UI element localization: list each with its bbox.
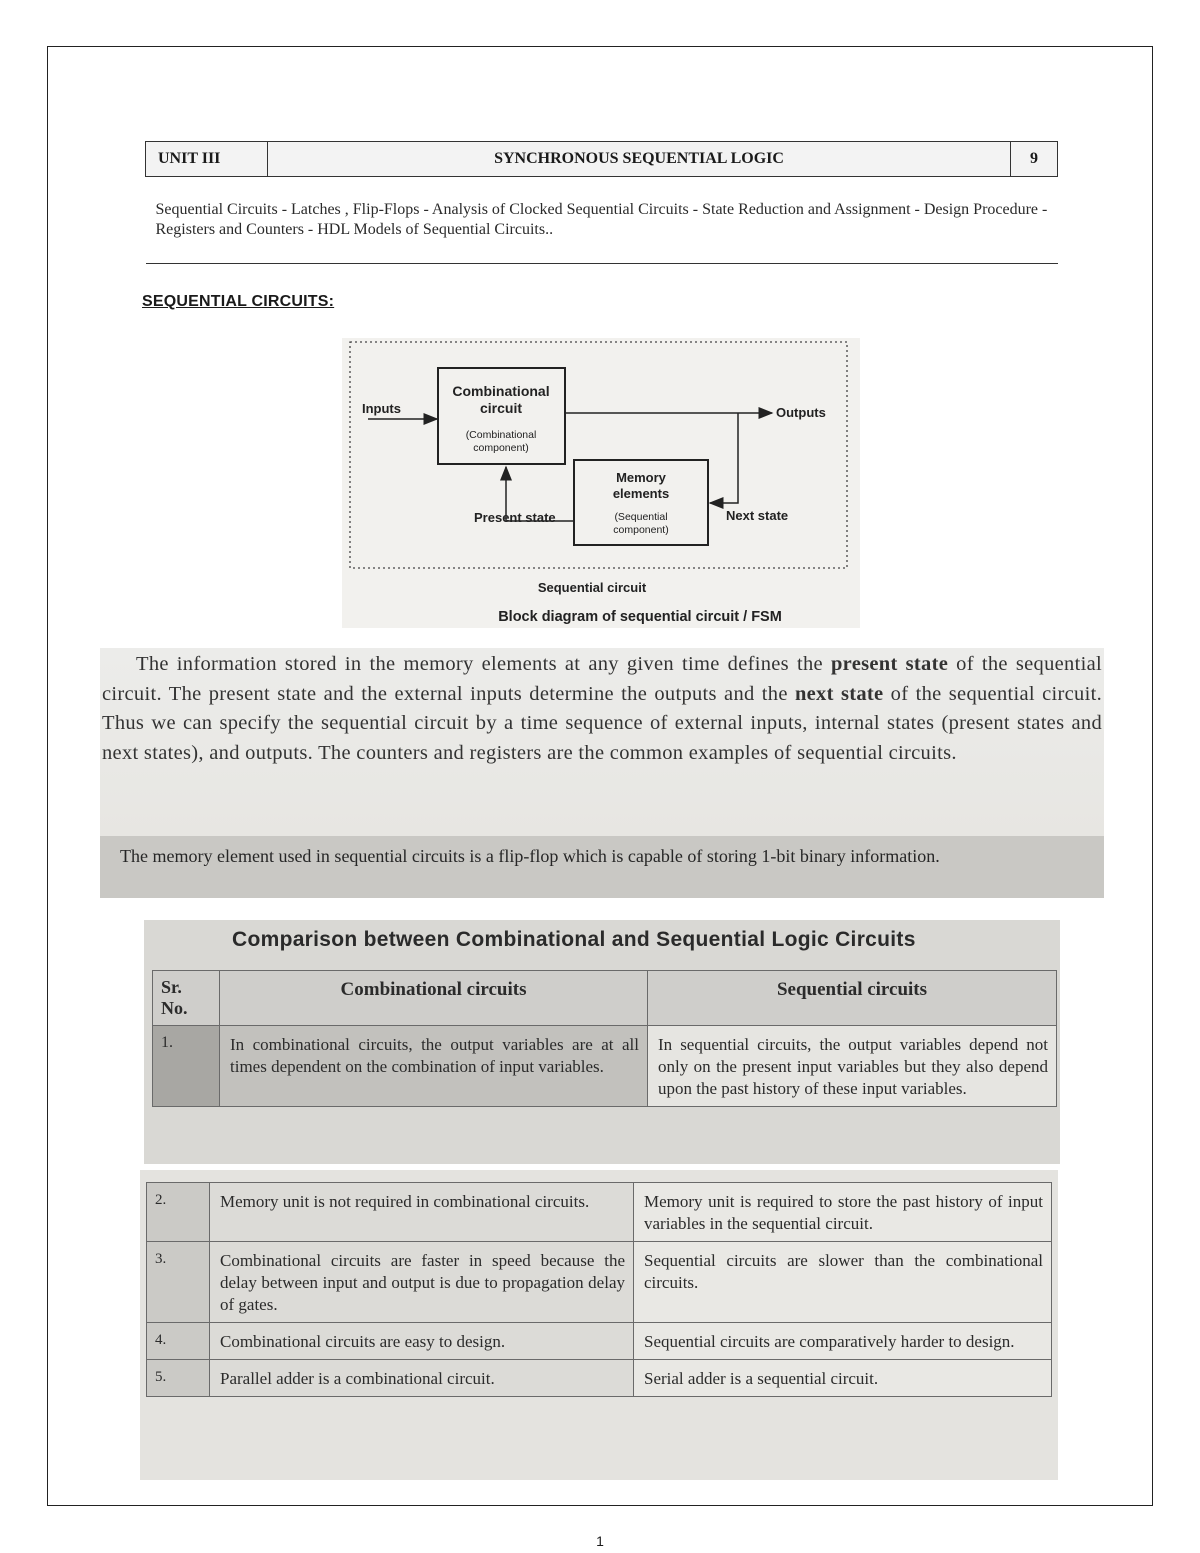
memory-sub-1: (Sequential <box>614 511 668 523</box>
row-sequential: Sequential circuits are comparatively harder to design. <box>634 1323 1052 1360</box>
row-combinational: Combinational circuits are easy to design. <box>210 1323 634 1360</box>
unit-number: UNIT III <box>146 142 268 177</box>
row-combinational: Memory unit is not required in combinational circuits. <box>210 1183 634 1242</box>
memory-sub-2: component) <box>613 524 669 536</box>
row-sequential: Memory unit is required to store the past history of input variables in the sequential circuit. <box>634 1183 1052 1242</box>
next-state-arrow <box>710 413 738 503</box>
unit-hours: 9 <box>1011 142 1058 177</box>
comparison-title: Comparison between Combinational and Sequential Logic Circuits <box>232 928 916 951</box>
combinational-title-2: circuit <box>479 400 523 416</box>
next-state-label: Next state <box>726 508 789 523</box>
paragraph-bold-1: present state <box>830 653 949 675</box>
table-row <box>147 1183 1052 1242</box>
unit-topics: Sequential Circuits - Latches , Flip-Flops - Analysis of Clocked Sequential Circuits - State Reduction and Assignment - Design Procedure - Registers and Counters - HDL Models of Sequential Circuits.. <box>146 177 1058 264</box>
row-sequential: Sequential circuits are slower than the combinational circuits. <box>634 1242 1052 1323</box>
combinational-sub-1: (Combinational <box>465 429 537 441</box>
table-row <box>153 1026 1057 1107</box>
page-number: 1 <box>596 1533 604 1549</box>
row-combinational: Parallel adder is a combinational circuit. <box>210 1360 634 1397</box>
paragraph-text-2: of the sequential circuit. The present state and the external inputs determine the outputs and the <box>102 653 1102 705</box>
row-sr: 5. <box>147 1360 210 1397</box>
combinational-sub-2: component) <box>473 442 529 454</box>
row-combinational: Combinational circuits are faster in speed because the delay between input and output is due to propagation delay of gates. <box>210 1242 634 1323</box>
row-sr: 4. <box>147 1323 210 1360</box>
inputs-label: Inputs <box>362 401 401 416</box>
section-title: SEQUENTIAL CIRCUITS: <box>142 293 335 310</box>
block-diagram-svg <box>342 338 860 628</box>
header-sr-no: Sr. No. <box>153 971 220 1026</box>
note-text: The memory element used in sequential circuits is a flip-flop which is capable of storing 1-bit binary information. <box>120 846 940 866</box>
row-sr: 1. <box>153 1026 220 1107</box>
memory-title-1: Memory <box>616 470 666 485</box>
paragraph-bold-2: next state <box>794 682 884 705</box>
block-diagram <box>342 338 860 628</box>
table-row <box>147 1360 1052 1397</box>
explanation-paragraph <box>100 648 1104 836</box>
table-row <box>147 1323 1052 1360</box>
container-label: Sequential circuit <box>537 580 647 595</box>
table-row <box>147 1242 1052 1323</box>
header-combinational: Combinational circuits <box>220 971 648 1026</box>
paragraph-text-1: The information stored in the memory elements at any given time defines the <box>136 653 831 675</box>
comparison-table-2 <box>146 1182 1052 1397</box>
memory-title-2: elements <box>612 486 670 501</box>
unit-header-table <box>145 141 1058 264</box>
combinational-title-1: Combinational <box>452 383 550 399</box>
comparison-table-1 <box>152 970 1057 1107</box>
present-state-label: Present state <box>474 510 556 525</box>
paragraph-text-3: of the sequential circuit. Thus we can specify the sequential circuit by a time sequence of external inputs, internal states (present states and next states), and outputs. The counters and registers are the common examples of sequential circuits. <box>102 682 1102 764</box>
row-combinational: In combinational circuits, the output variables are at all times dependent on the combination of input variables. <box>220 1026 648 1107</box>
outputs-label: Outputs <box>776 405 826 420</box>
header-sequential: Sequential circuits <box>648 971 1057 1026</box>
row-sr: 2. <box>147 1183 210 1242</box>
row-sequential: Serial adder is a sequential circuit. <box>634 1360 1052 1397</box>
comparison-table-part-2 <box>140 1170 1058 1480</box>
diagram-caption: Block diagram of sequential circuit / FSM <box>498 609 782 625</box>
row-sr: 3. <box>147 1242 210 1323</box>
unit-title: SYNCHRONOUS SEQUENTIAL LOGIC <box>268 142 1011 177</box>
comparison-table-part-1 <box>144 920 1060 1164</box>
note-box <box>100 836 1104 898</box>
row-sequential: In sequential circuits, the output variables depend not only on the present input variables but they also depend upon the past history of these input variables. <box>648 1026 1057 1107</box>
sequential-circuit-boundary <box>350 342 847 568</box>
table-header-row <box>153 971 1057 1026</box>
